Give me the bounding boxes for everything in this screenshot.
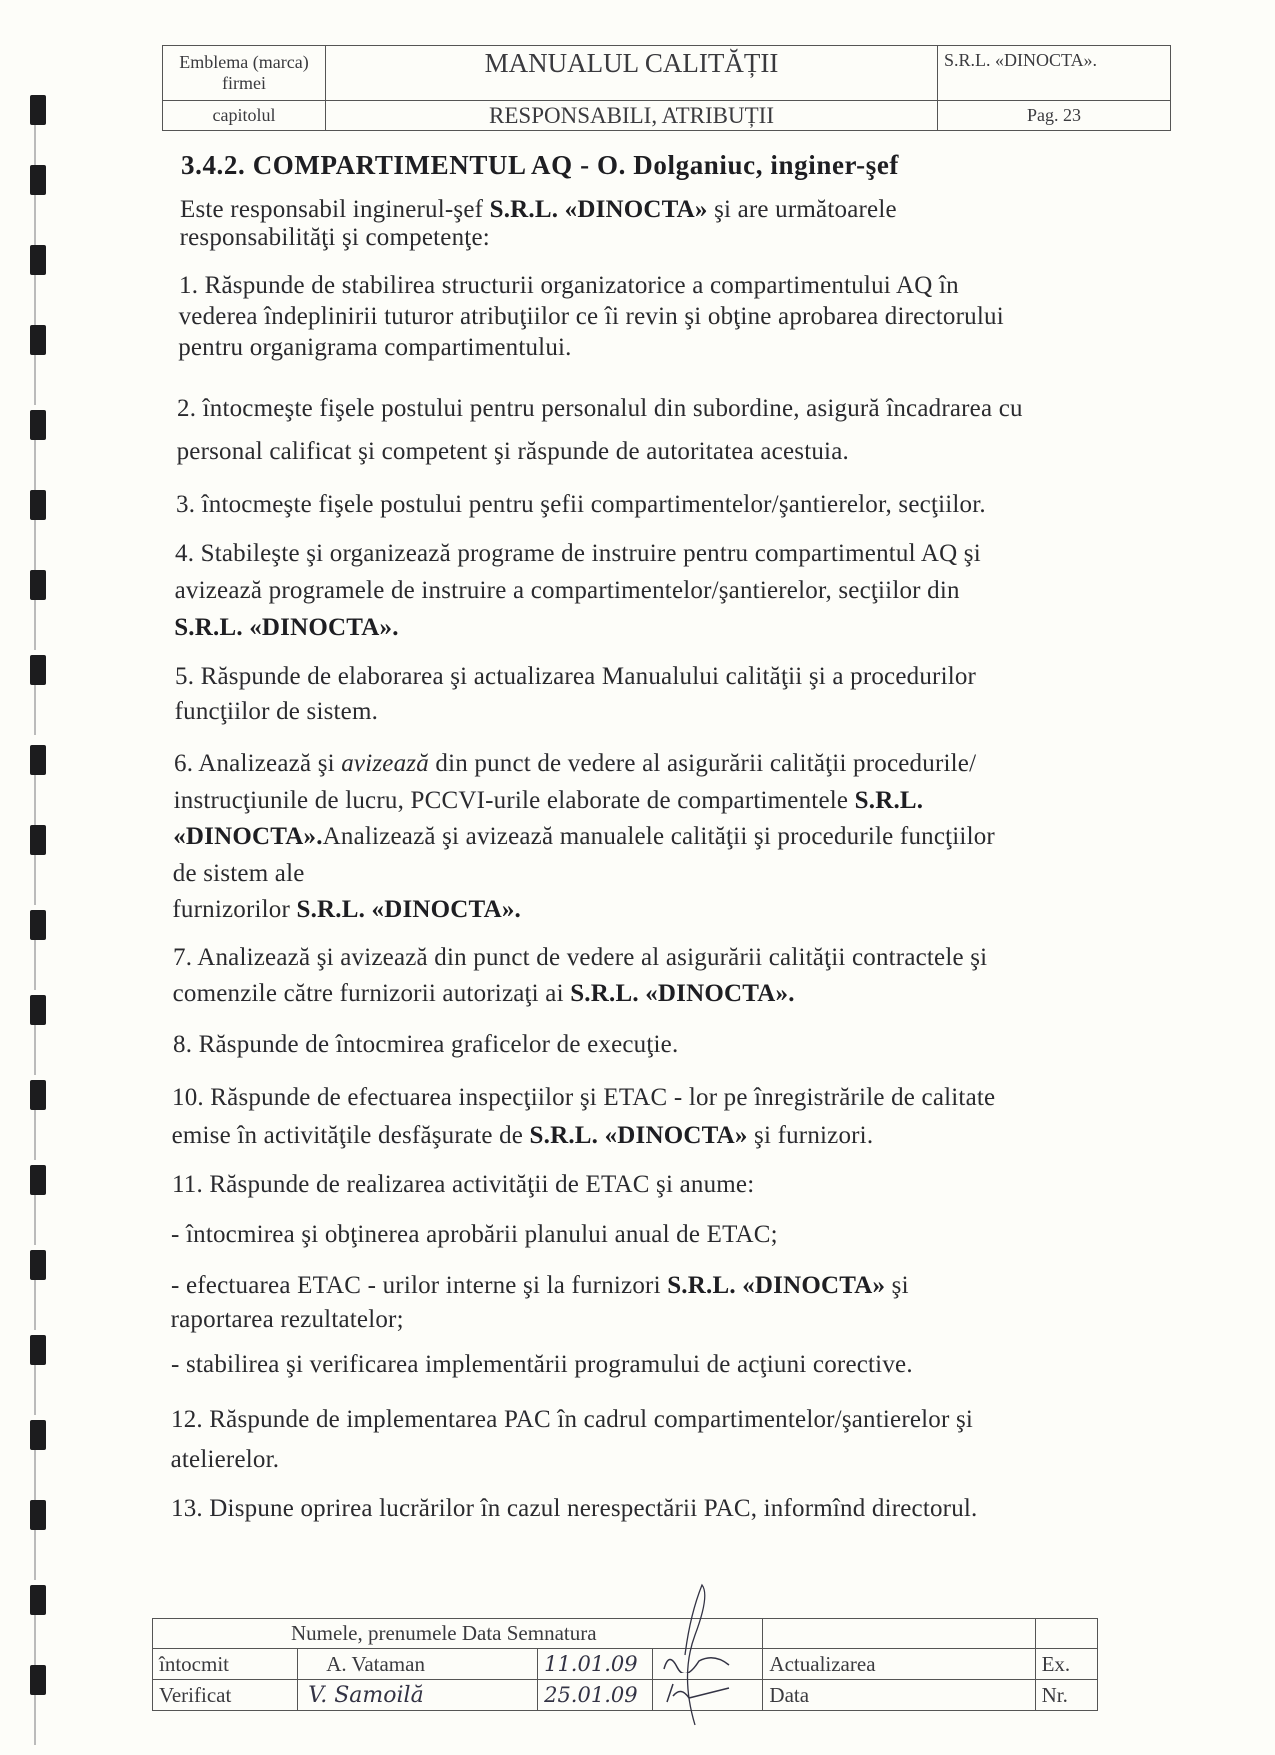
emblem-cell: Emblema (marca) firmei [163,46,326,101]
paragraph-line [180,196,897,224]
bold-text: S.R.L. «DINOCTA». [570,980,795,1007]
table-row [153,1680,1098,1711]
text-segment: avizează [341,750,429,777]
role-cell: Verificat [153,1680,298,1711]
paragraph-line [171,1495,978,1523]
text-segment: şi are următoarele [707,196,897,223]
text-segment: Analizează şi avizează manualele calităţii şi procedurile funcţiilor [322,823,995,850]
text-segment: 8. Răspunde de întocmirea graficelor de execuţie. [173,1031,679,1058]
paragraph-line [171,1306,404,1334]
text-segment: furnizorilor [172,896,297,923]
text-segment: vederea îndeplinirii tuturor atribuţiilor ce îi revin şi obţine aprobarea directorului [178,303,1004,330]
paragraph-line [171,1406,973,1434]
paragraph-line [177,395,1023,423]
text-segment: 13. Dispune oprirea lucrărilor în cazul nerespectării PAC, informînd directorul. [171,1495,978,1522]
text-segment: personal calificat şi competent şi răspunde de autoritatea acestuia. [176,438,849,465]
paragraph-line [180,224,490,252]
header-table [162,45,1171,131]
text-segment: funcţiilor de sistem. [174,698,379,725]
bold-text: S.R.L. «DINOCTA». [174,614,399,641]
paragraph-line [171,1446,280,1474]
date-label: Data [763,1680,1035,1711]
text-segment: atelierelor. [170,1446,280,1473]
text-segment: avizează programele de instruire a compartimentelor/şantierelor, secţiilor din [174,577,960,604]
text-segment: responsabilităţi şi competenţe: [179,224,490,251]
text-segment: 11. Răspunde de realizarea activităţii de ETAC şi anume: [172,1171,755,1198]
text-segment: şi [885,1272,909,1299]
paragraph-line [173,944,987,972]
text-segment: şi furnizori. [747,1122,874,1149]
name-cell: V. Samoilă [298,1680,538,1711]
text-segment: 10. Răspunde de efectuarea inspecţiilor şi ETAC - lor pe înregistrările de calitate [172,1084,996,1111]
text-segment: - întocmirea şi obţinerea aprobării planului anual de ETAC; [171,1221,778,1248]
paragraph-line [179,303,1004,331]
number-label: Nr. [1035,1680,1097,1711]
paragraph-line [174,750,976,778]
paragraph-line [176,491,986,519]
text-segment: 5. Răspunde de elaborarea şi actualizarea Manualului calităţii şi a procedurilor [175,663,977,690]
text-segment: comenzile către furnizorii autorizaţi ai [172,980,571,1007]
text-segment: de sistem ale [172,859,305,887]
approval-columns-header: Numele, prenumele Data Semnatura [153,1619,763,1649]
paragraph-line [172,896,521,924]
company-cell: S.R.L. «DINOCTA». [938,46,1171,101]
paragraph-line [174,614,399,642]
text-segment: 12. Răspunde de implementarea PAC în cadrul compartimentelor/şantierelor şi [171,1406,974,1433]
text-segment: 7. Analizează şi avizează din punct de vedere al asigurării calităţii contractele şi [173,944,988,971]
paragraph-line [173,1031,678,1059]
paragraph-line [173,980,795,1008]
name-cell: A. Vataman [298,1649,538,1680]
section-heading: 3.4.2. COMPARTIMENTUL AQ - O. Dolganiuc, inginer-şef [181,150,899,180]
text-segment: 4. Stabileşte şi organizează programe de instruire pentru compartimentul AQ şi [175,540,981,567]
date-cell: 25.01.09 [538,1680,653,1711]
paragraph-line [171,1221,778,1249]
paragraph-line [175,577,960,605]
text-segment: 3. întocmeşte fişele postului pentru şefii compartimentelor/şantierelor, secţiilor. [176,491,986,518]
text-segment: emise în activităţile desfăşurate de [171,1122,530,1149]
page-number: Pag. 23 [938,101,1171,131]
paragraph-line [172,1084,995,1112]
bold-text: S.R.L. [854,786,924,814]
paragraph-line [178,334,571,362]
paragraph-line [179,272,959,300]
paragraph-line [173,860,305,888]
bold-text: S.R.L. «DINOCTA» [529,1122,748,1149]
paragraph-line [171,1351,913,1379]
paragraph-line [174,787,924,815]
text-segment: - stabilirea şi verificarea implementării programului de acţiuni corective. [171,1351,913,1378]
chapter-title: RESPONSABILI, ATRIBUȚII [326,101,938,131]
date-cell: 11.01.09 [538,1649,653,1680]
text-segment: - efectuarea ETAC - urilor interne şi la furnizori [171,1272,668,1299]
chapter-label: capitolul [163,101,326,131]
text-segment: din punct de vedere al asigurării calităţii procedurile/ [428,750,977,777]
bold-text: «DINOCTA». [173,823,323,850]
paragraph-line [172,1171,754,1199]
signature-flourish-icon [650,1575,760,1735]
text-segment: instrucţiunile de lucru, PCCVI-urile elaborate de compartimentele [173,786,855,814]
bold-text: S.R.L. «DINOCTA» [489,196,708,223]
paragraph-line [175,663,976,691]
paragraph-line [171,1272,909,1300]
role-cell: întocmit [153,1649,298,1680]
manual-title: MANUALUL CALITĂȚII [326,46,938,101]
bold-text: S.R.L. «DINOCTA». [296,896,521,923]
paragraph-line [172,1122,874,1150]
paragraph-line [177,438,849,466]
paragraph-line [173,823,995,851]
text-segment: 1. Răspunde de stabilirea structurii organizatorice a compartimentului AQ în [179,272,959,299]
approval-table [152,1618,1098,1711]
update-label: Actualizarea [763,1649,1035,1680]
paragraph-line [175,540,981,568]
copy-label: Ex. [1035,1649,1097,1680]
text-segment: Este responsabil inginerul-şef [180,196,490,223]
table-row [153,1649,1098,1680]
text-segment: 2. întocmeşte fişele postului pentru personalul din subordine, asigură încadrarea cu [177,395,1023,422]
bold-text: S.R.L. «DINOCTA» [667,1272,886,1299]
paragraph-line [175,698,378,726]
text-segment: 6. Analizează şi [174,750,342,777]
text-segment: raportarea rezultatelor; [170,1306,404,1333]
text-segment: pentru organigrama compartimentului. [178,334,572,361]
